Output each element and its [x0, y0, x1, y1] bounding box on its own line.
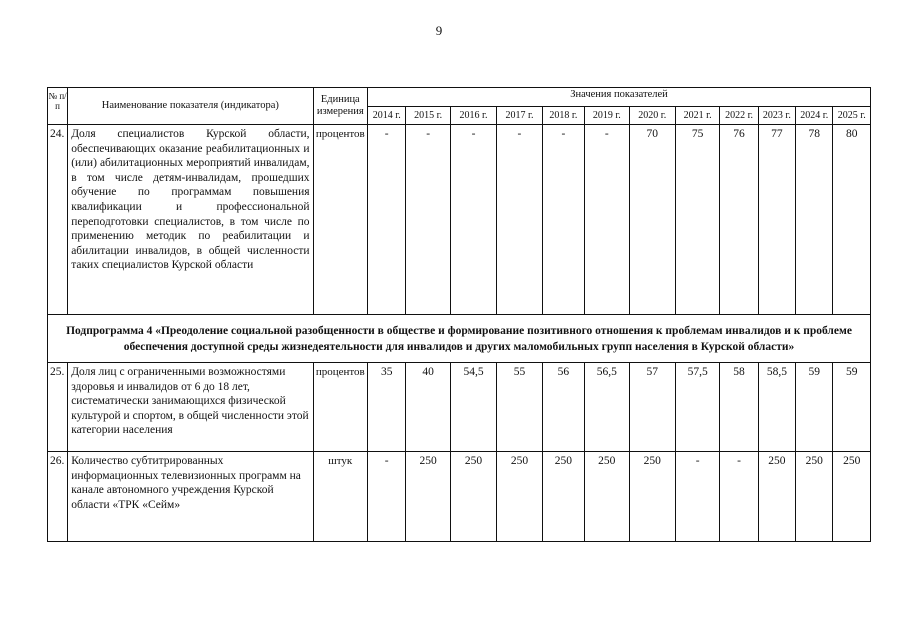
value-cell: 250: [450, 452, 496, 542]
value-cell: 75: [675, 125, 719, 315]
value-cell: 59: [833, 363, 871, 452]
value-cell: 35: [368, 363, 406, 452]
value-cell: 76: [720, 125, 758, 315]
header-values: Значения показателей: [368, 88, 871, 107]
header-num: № п/п: [48, 88, 68, 125]
year-header: 2016 г.: [450, 107, 496, 125]
value-cell: -: [406, 125, 450, 315]
year-header: 2017 г.: [497, 107, 542, 125]
indicator-name: Количество субтитрированных информационных телевизионных программ на канале автономного учреждения Курской области «ТРК «Сейм»: [68, 452, 313, 542]
value-cell: -: [368, 452, 406, 542]
year-header: 2023 г.: [758, 107, 795, 125]
year-header: 2019 г.: [585, 107, 629, 125]
value-cell: 250: [796, 452, 833, 542]
year-header: 2014 г.: [368, 107, 406, 125]
value-cell: -: [720, 452, 758, 542]
year-header: 2021 г.: [675, 107, 719, 125]
year-header: 2022 г.: [720, 107, 758, 125]
header-unit: Единица измерения: [313, 88, 368, 125]
value-cell: 57: [629, 363, 675, 452]
year-header: 2025 г.: [833, 107, 871, 125]
value-cell: 250: [629, 452, 675, 542]
value-cell: -: [497, 125, 542, 315]
value-cell: 58,5: [758, 363, 795, 452]
subprogram-heading: Подпрограмма 4 «Преодоление социальной разобщенности в обществе и формирование позитивного отношения к проблемам инвалидов и к проблеме обеспечения доступной среды жизнедеятельности для инвалидов и других маломобильных групп населения в Курской области»: [48, 315, 871, 363]
value-cell: -: [368, 125, 406, 315]
value-cell: 250: [406, 452, 450, 542]
row-number: 24.: [48, 125, 68, 315]
indicators-table: [47, 87, 871, 542]
year-header: 2024 г.: [796, 107, 833, 125]
unit-cell: процентов: [313, 363, 368, 452]
value-cell: 78: [796, 125, 833, 315]
indicator-name: Доля специалистов Курской области, обеспечивающих оказание реабилитационных и (или) абилитационных мероприятий инвалидам, в том числе детям-инвалидам, прошедших обучение по программам повышения квалификации и профессиональной переподготовки специалистов, в том числе по применению методик по реабилитации и абилитации инвалидов, в общей численности таких специалистов Курской области: [68, 125, 313, 315]
year-header: 2018 г.: [542, 107, 584, 125]
value-cell: 54,5: [450, 363, 496, 452]
value-cell: 58: [720, 363, 758, 452]
unit-cell: процентов: [313, 125, 368, 315]
value-cell: 77: [758, 125, 795, 315]
indicator-name: Доля лиц с ограниченными возможностями здоровья и инвалидов от 6 до 18 лет, систематически занимающихся физической культурой и спортом, в общей численности этой категории населения: [68, 363, 313, 452]
value-cell: 250: [497, 452, 542, 542]
value-cell: -: [585, 125, 629, 315]
value-cell: -: [675, 452, 719, 542]
value-cell: -: [450, 125, 496, 315]
value-cell: 250: [758, 452, 795, 542]
table-row: [48, 363, 871, 452]
table-row: [48, 125, 871, 315]
unit-cell: штук: [313, 452, 368, 542]
value-cell: 250: [833, 452, 871, 542]
page-number: 9: [435, 23, 443, 38]
row-number: 26.: [48, 452, 68, 542]
row-number: 25.: [48, 363, 68, 452]
table-row: [48, 452, 871, 542]
year-header: 2015 г.: [406, 107, 450, 125]
header-row-1: [48, 88, 871, 107]
value-cell: 250: [542, 452, 584, 542]
value-cell: 56,5: [585, 363, 629, 452]
value-cell: 250: [585, 452, 629, 542]
value-cell: 70: [629, 125, 675, 315]
value-cell: 56: [542, 363, 584, 452]
value-cell: 59: [796, 363, 833, 452]
value-cell: 55: [497, 363, 542, 452]
subprogram-row: [48, 315, 871, 363]
value-cell: -: [542, 125, 584, 315]
value-cell: 80: [833, 125, 871, 315]
header-name: Наименование показателя (индикатора): [68, 88, 313, 125]
value-cell: 57,5: [675, 363, 719, 452]
value-cell: 40: [406, 363, 450, 452]
year-header: 2020 г.: [629, 107, 675, 125]
